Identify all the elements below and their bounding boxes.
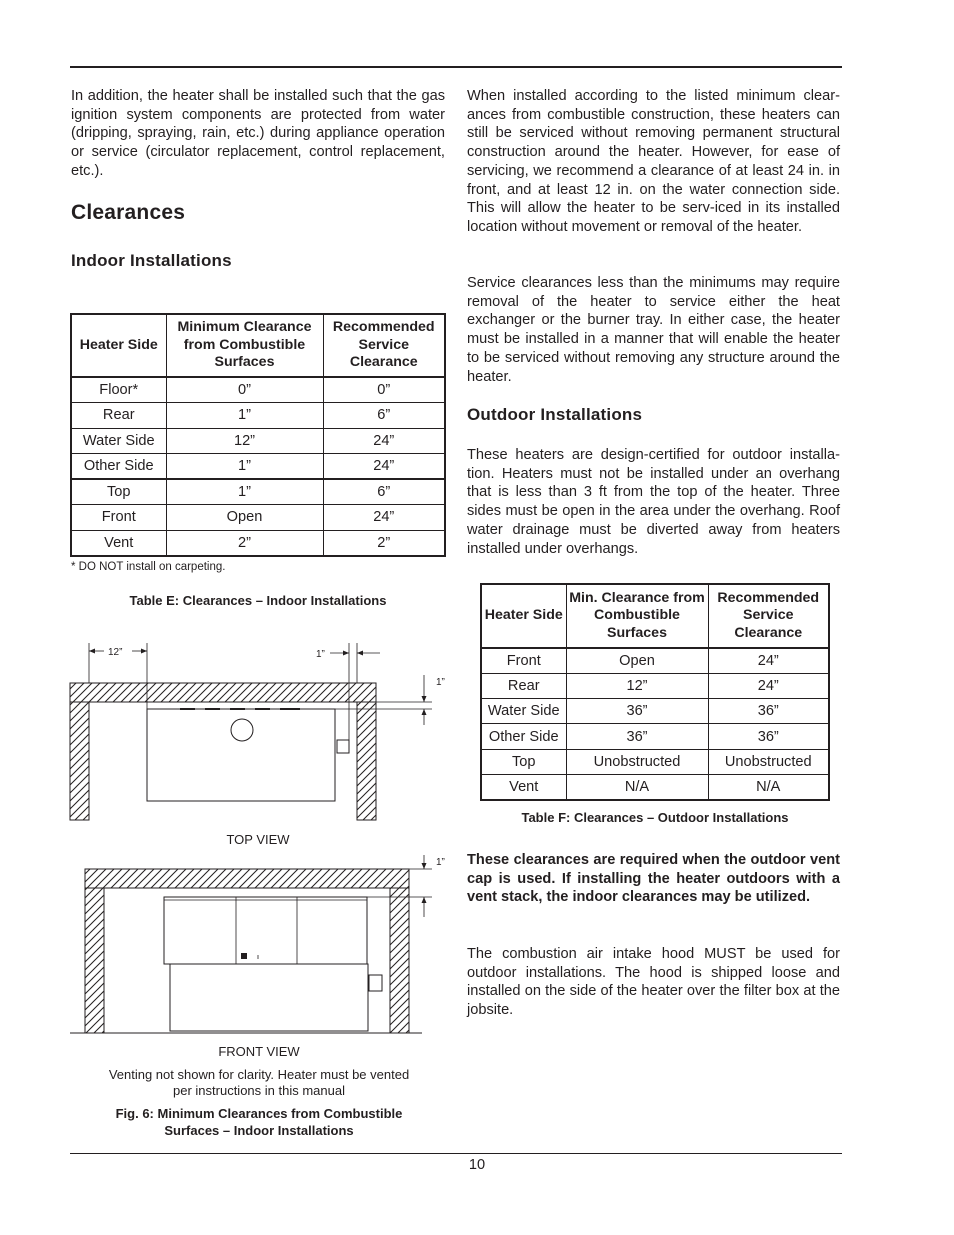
outdoor-installations-heading: Outdoor Installations bbox=[467, 405, 643, 424]
outdoor-clearance-table bbox=[480, 583, 830, 801]
table-header-cell: Heater Side bbox=[481, 584, 566, 648]
table-cell: 1” bbox=[166, 454, 323, 480]
table-cell: N/A bbox=[708, 774, 829, 799]
table-cell: 24” bbox=[708, 648, 829, 673]
table-cell: 24” bbox=[323, 428, 445, 454]
table-cell: N/A bbox=[566, 774, 708, 799]
clearance-diagram bbox=[60, 635, 460, 1040]
venting-note-line2: per instructions in this manual bbox=[173, 1083, 345, 1098]
right-wall-front bbox=[390, 888, 409, 1033]
table-cell: Other Side bbox=[71, 454, 166, 480]
table-row bbox=[481, 699, 829, 724]
table-header-cell: Min. Clearance from Combustible Surfaces bbox=[566, 584, 708, 648]
table-row bbox=[71, 454, 445, 480]
table-row bbox=[481, 724, 829, 749]
vent-circle bbox=[231, 719, 253, 741]
indoor-installations-heading: Indoor Installations bbox=[71, 251, 232, 270]
table-cell: Front bbox=[71, 505, 166, 531]
table-row bbox=[481, 774, 829, 799]
table-cell: Unobstructed bbox=[566, 749, 708, 774]
table-row bbox=[71, 530, 445, 556]
filter-box bbox=[369, 975, 382, 991]
right-wall bbox=[357, 702, 376, 820]
table-cell: 24” bbox=[323, 454, 445, 480]
servicing-paragraph: When installed according to the listed minimum clear-ances from combustible construction, these heaters can still be serviced without removing permanent structural construction around the heater. However, for ease of servicing, we recommend a clearance of at least 24 in. in front, and at least 12 in. on the water connection side. This will allow the heater to be serv-iced in its installed location without movement or removal of the heater. bbox=[467, 88, 840, 235]
table-row bbox=[71, 428, 445, 454]
table-cell: Top bbox=[71, 479, 166, 505]
intake-hood-paragraph: The combustion air intake hood MUST be used for outdoor installations. The hood is shipped loose and installed on the side of the heater over the filter box at the jobsite. bbox=[467, 946, 840, 1019]
section-heading-clearances: Clearances bbox=[71, 201, 186, 224]
table-cell: Open bbox=[166, 505, 323, 531]
table-e-caption: Table E: Clearances – Indoor Installations bbox=[129, 593, 387, 608]
control-indicator bbox=[241, 953, 247, 959]
table-f-caption: Table F: Clearances – Outdoor Installations bbox=[521, 810, 789, 825]
table-cell: Rear bbox=[71, 403, 166, 429]
venting-note-line1: Venting not shown for clarity. Heater must be vented bbox=[108, 1067, 410, 1082]
table-cell: 6” bbox=[323, 479, 445, 505]
figure-caption-line2: Surfaces – Indoor Installations bbox=[164, 1123, 354, 1138]
table-cell: Vent bbox=[71, 530, 166, 556]
footer-rule bbox=[70, 1153, 842, 1154]
left-wall-front bbox=[85, 888, 104, 1033]
dim-front-label: 1” bbox=[436, 857, 445, 868]
table-cell: Unobstructed bbox=[708, 749, 829, 774]
indoor-clearance-table bbox=[70, 313, 446, 557]
heater-upper-front bbox=[164, 897, 367, 964]
heater-lower-front bbox=[170, 964, 368, 1031]
table-header-cell: Minimum Clearance from Combustible Surfaces bbox=[166, 314, 323, 377]
table-cell: 36” bbox=[566, 724, 708, 749]
top-view bbox=[70, 643, 445, 820]
intro-paragraph: In addition, the heater shall be installed such that the gas ignition system components are protected from water (dripping, spraying, rain, etc.) during appliance operation or service (circulator replacement, control replacement, etc.). bbox=[71, 88, 445, 179]
table-cell: Water Side bbox=[481, 699, 566, 724]
table-cell: 12” bbox=[566, 673, 708, 698]
table-header-cell: Heater Side bbox=[71, 314, 166, 377]
table-cell: 0” bbox=[323, 377, 445, 403]
outdoor-vent-note: These clearances are required when the outdoor vent cap is used. If installing the heater outdoors with a vent stack, the indoor clearances may be utilized. bbox=[467, 852, 840, 906]
table-row bbox=[481, 749, 829, 774]
table-cell: Open bbox=[566, 648, 708, 673]
service-clearance-paragraph: Service clearances less than the minimums may require removal of the heater to service either the heat exchanger or the burner tray. In either case, the heater must be installed in a manner that will enable the heater to be serviced without removing any structure around the heater. bbox=[467, 275, 840, 385]
rear-wall bbox=[70, 683, 376, 702]
table-cell: 36” bbox=[708, 724, 829, 749]
table-row bbox=[71, 403, 445, 429]
table-cell: Water Side bbox=[71, 428, 166, 454]
outdoor-paragraph: These heaters are design-certified for outdoor installa-tion. Heaters must not be installed under an overhang that is less than 3 ft from the top of the heater. Three sides must be open in the area under the overhang. Roof water drainage must be diverted away from heaters installed under overhangs. bbox=[467, 447, 840, 557]
left-wall bbox=[70, 702, 89, 820]
table-cell: 36” bbox=[566, 699, 708, 724]
table-row bbox=[71, 505, 445, 531]
ceiling bbox=[85, 869, 409, 888]
table-cell: Rear bbox=[481, 673, 566, 698]
table-cell: 24” bbox=[323, 505, 445, 531]
figure-caption-line1: Fig. 6: Minimum Clearances from Combustible bbox=[115, 1106, 403, 1121]
table-cell: Other Side bbox=[481, 724, 566, 749]
table-cell: 1” bbox=[166, 479, 323, 505]
table-cell: 1” bbox=[166, 403, 323, 429]
table-row bbox=[481, 648, 829, 673]
table-cell: Top bbox=[481, 749, 566, 774]
table-footnote: * DO NOT install on carpeting. bbox=[71, 561, 226, 573]
dim-top-label: 1” bbox=[436, 677, 445, 688]
table-cell: 2” bbox=[323, 530, 445, 556]
table-header-cell: Recommended Service Clearance bbox=[323, 314, 445, 377]
table-cell: Front bbox=[481, 648, 566, 673]
table-row bbox=[71, 377, 445, 403]
table-cell: 12” bbox=[166, 428, 323, 454]
header-rule bbox=[70, 66, 842, 68]
top-view-label: TOP VIEW bbox=[226, 832, 290, 847]
table-cell: 6” bbox=[323, 403, 445, 429]
table-row bbox=[71, 479, 445, 505]
side-box bbox=[337, 740, 349, 753]
table-row bbox=[481, 673, 829, 698]
dim-left-label: 12” bbox=[108, 647, 123, 658]
front-view-label: FRONT VIEW bbox=[218, 1044, 300, 1059]
table-cell: Vent bbox=[481, 774, 566, 799]
table-cell: Floor* bbox=[71, 377, 166, 403]
table-cell: 36” bbox=[708, 699, 829, 724]
page-number: 10 bbox=[468, 1157, 486, 1173]
table-cell: 24” bbox=[708, 673, 829, 698]
table-header-cell: Recommended Service Clearance bbox=[708, 584, 829, 648]
table-cell: 2” bbox=[166, 530, 323, 556]
front-view bbox=[70, 855, 445, 1033]
dim-right-label: 1” bbox=[316, 649, 325, 660]
table-cell: 0” bbox=[166, 377, 323, 403]
